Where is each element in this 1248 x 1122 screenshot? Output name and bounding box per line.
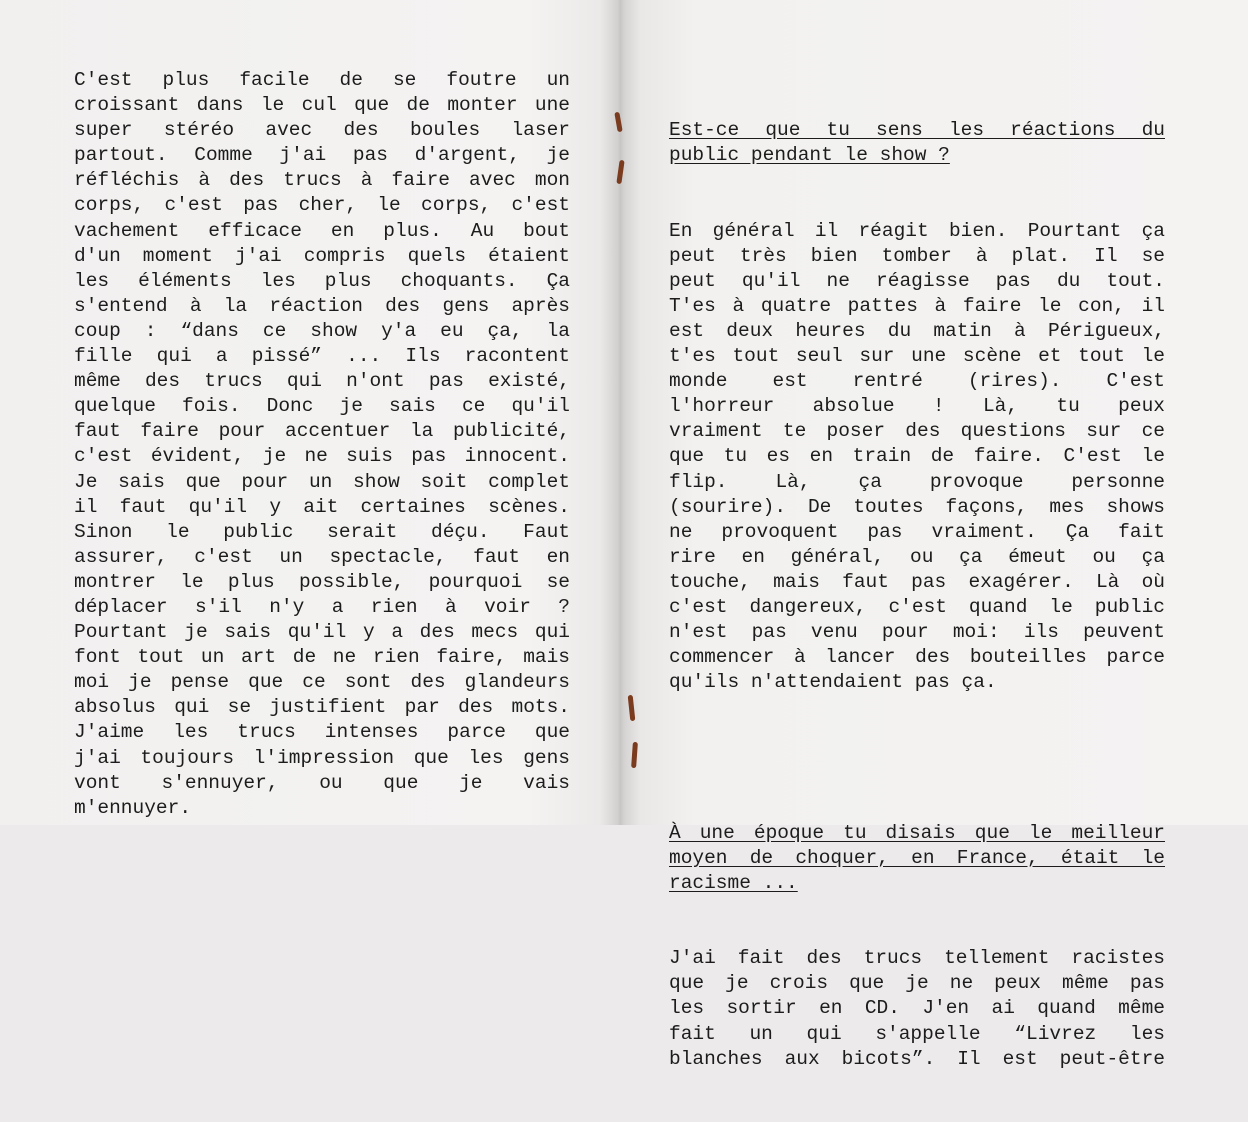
text-line: peut qu'il ne réagisse pas du tout. bbox=[669, 269, 1165, 292]
text-line: que tu es en train de faire. C'est le bbox=[669, 445, 1165, 468]
text-line: public pendant le show ? bbox=[669, 144, 950, 167]
text-line: C'est plus facile de se foutre un bbox=[74, 69, 570, 91]
text-line: est deux heures du matin à Périgueux, bbox=[669, 319, 1165, 342]
text-line: n'est pas venu pour moi: ils peuvent bbox=[669, 621, 1165, 644]
text-line: vraiment te poser des questions sur ce bbox=[669, 420, 1165, 443]
text-line: (sourire). De toutes façons, mes shows bbox=[669, 495, 1165, 518]
text-line: que je crois que je ne peux même pas bbox=[669, 972, 1165, 995]
text-line: À une époque tu disais que le meilleur bbox=[669, 821, 1165, 844]
text-line: Je sais que pour un show soit complet bbox=[74, 470, 570, 493]
text-line: racisme ... bbox=[669, 872, 798, 894]
text-line: touche, mais faut pas exagérer. Là où bbox=[669, 570, 1165, 593]
question-racism bbox=[669, 821, 1165, 896]
paragraph-gap bbox=[669, 746, 1165, 771]
text-line: déplacer s'il n'y a rien à voir ? bbox=[74, 595, 570, 618]
text-line: croissant dans le cul que de monter une bbox=[74, 94, 570, 117]
text-line: commencer à lancer des bouteilles parce bbox=[669, 646, 1165, 669]
text-line: c'est évident, je ne suis pas innocent. bbox=[74, 445, 570, 468]
text-line: partout. Comme j'ai pas d'argent, je bbox=[74, 144, 570, 167]
text-line: l'horreur absolue ! Là, tu peux bbox=[669, 395, 1165, 418]
text-line: super stéréo avec des boules laser bbox=[74, 119, 570, 142]
text-line: J'aime les trucs intenses parce que bbox=[74, 721, 570, 744]
text-line: peut très bien tomber à plat. Il se bbox=[669, 244, 1165, 267]
text-line: blanches aux bicots”. Il est peut-être bbox=[669, 1047, 1165, 1070]
text-line: qu'ils n'attendaient pas ça. bbox=[669, 671, 997, 694]
text-line: montrer le plus possible, pourquoi se bbox=[74, 570, 570, 593]
text-line: assurer, c'est un spectacle, faut en bbox=[74, 545, 570, 568]
text-line: ne provoquent pas vraiment. Ça fait bbox=[669, 520, 1165, 543]
question-reactions bbox=[669, 118, 1165, 168]
text-line: vont s'ennuyer, ou que je vais bbox=[74, 771, 570, 794]
text-line: fille qui a pissé” ... Ils racontent bbox=[74, 345, 570, 368]
text-line: fait un qui s'appelle “Livrez les bbox=[669, 1022, 1165, 1045]
text-line: t'es tout seul sur une scène et tout le bbox=[669, 345, 1165, 368]
text-line: rire en général, ou ça émeut ou ça bbox=[669, 545, 1165, 568]
text-line: vachement efficace en plus. Au bout bbox=[74, 219, 570, 242]
text-line: m'ennuyer. bbox=[74, 796, 192, 819]
text-line: corps, c'est pas cher, le corps, c'est bbox=[74, 194, 570, 217]
text-line: T'es à quatre pattes à faire le con, il bbox=[669, 294, 1165, 317]
text-line: s'entend à la réaction des gens après bbox=[74, 294, 570, 317]
text-line: moi je pense que ce sont des glandeurs bbox=[74, 671, 570, 694]
answer-racism bbox=[669, 946, 1165, 1071]
right-text-column bbox=[669, 68, 1165, 1122]
text-line: font tout un art de ne rien faire, mais bbox=[74, 646, 570, 669]
text-line: c'est dangereux, c'est quand le public bbox=[669, 595, 1165, 618]
left-text-column bbox=[74, 68, 570, 821]
text-line: coup : “dans ce show y'a eu ça, la bbox=[74, 319, 570, 342]
text-line: Pourtant je sais qu'il y a des mecs qui bbox=[74, 621, 570, 644]
text-line: J'ai fait des trucs tellement racistes bbox=[669, 947, 1165, 970]
text-line: En général il réagit bien. Pourtant ça bbox=[669, 219, 1165, 242]
text-line: il faut qu'il y ait certaines scènes. bbox=[74, 495, 570, 518]
text-line: les éléments les plus choquants. Ça bbox=[74, 269, 570, 292]
answer-reactions bbox=[669, 219, 1165, 696]
text-line: Est-ce que tu sens les réactions du bbox=[669, 119, 1165, 142]
text-line: moyen de choquer, en France, était le bbox=[669, 846, 1165, 869]
text-line: absolus qui se justifient par des mots. bbox=[74, 696, 570, 719]
text-line: j'ai toujours l'impression que les gens bbox=[74, 746, 570, 769]
text-line: les sortir en CD. J'en ai quand même bbox=[669, 997, 1165, 1020]
text-line: flip. Là, ça provoque personne bbox=[669, 470, 1165, 493]
text-line: réfléchis à des trucs à faire avec mon bbox=[74, 169, 570, 192]
text-line: Sinon le public serait déçu. Faut bbox=[74, 520, 570, 543]
text-line: monde est rentré (rires). C'est bbox=[669, 370, 1165, 393]
text-line: faut faire pour accentuer la publicité, bbox=[74, 420, 570, 443]
text-line: quelque fois. Donc je sais ce qu'il bbox=[74, 395, 570, 418]
text-line: même des trucs qui n'ont pas existé, bbox=[74, 370, 570, 393]
text-line: d'un moment j'ai compris quels étaient bbox=[74, 244, 570, 267]
